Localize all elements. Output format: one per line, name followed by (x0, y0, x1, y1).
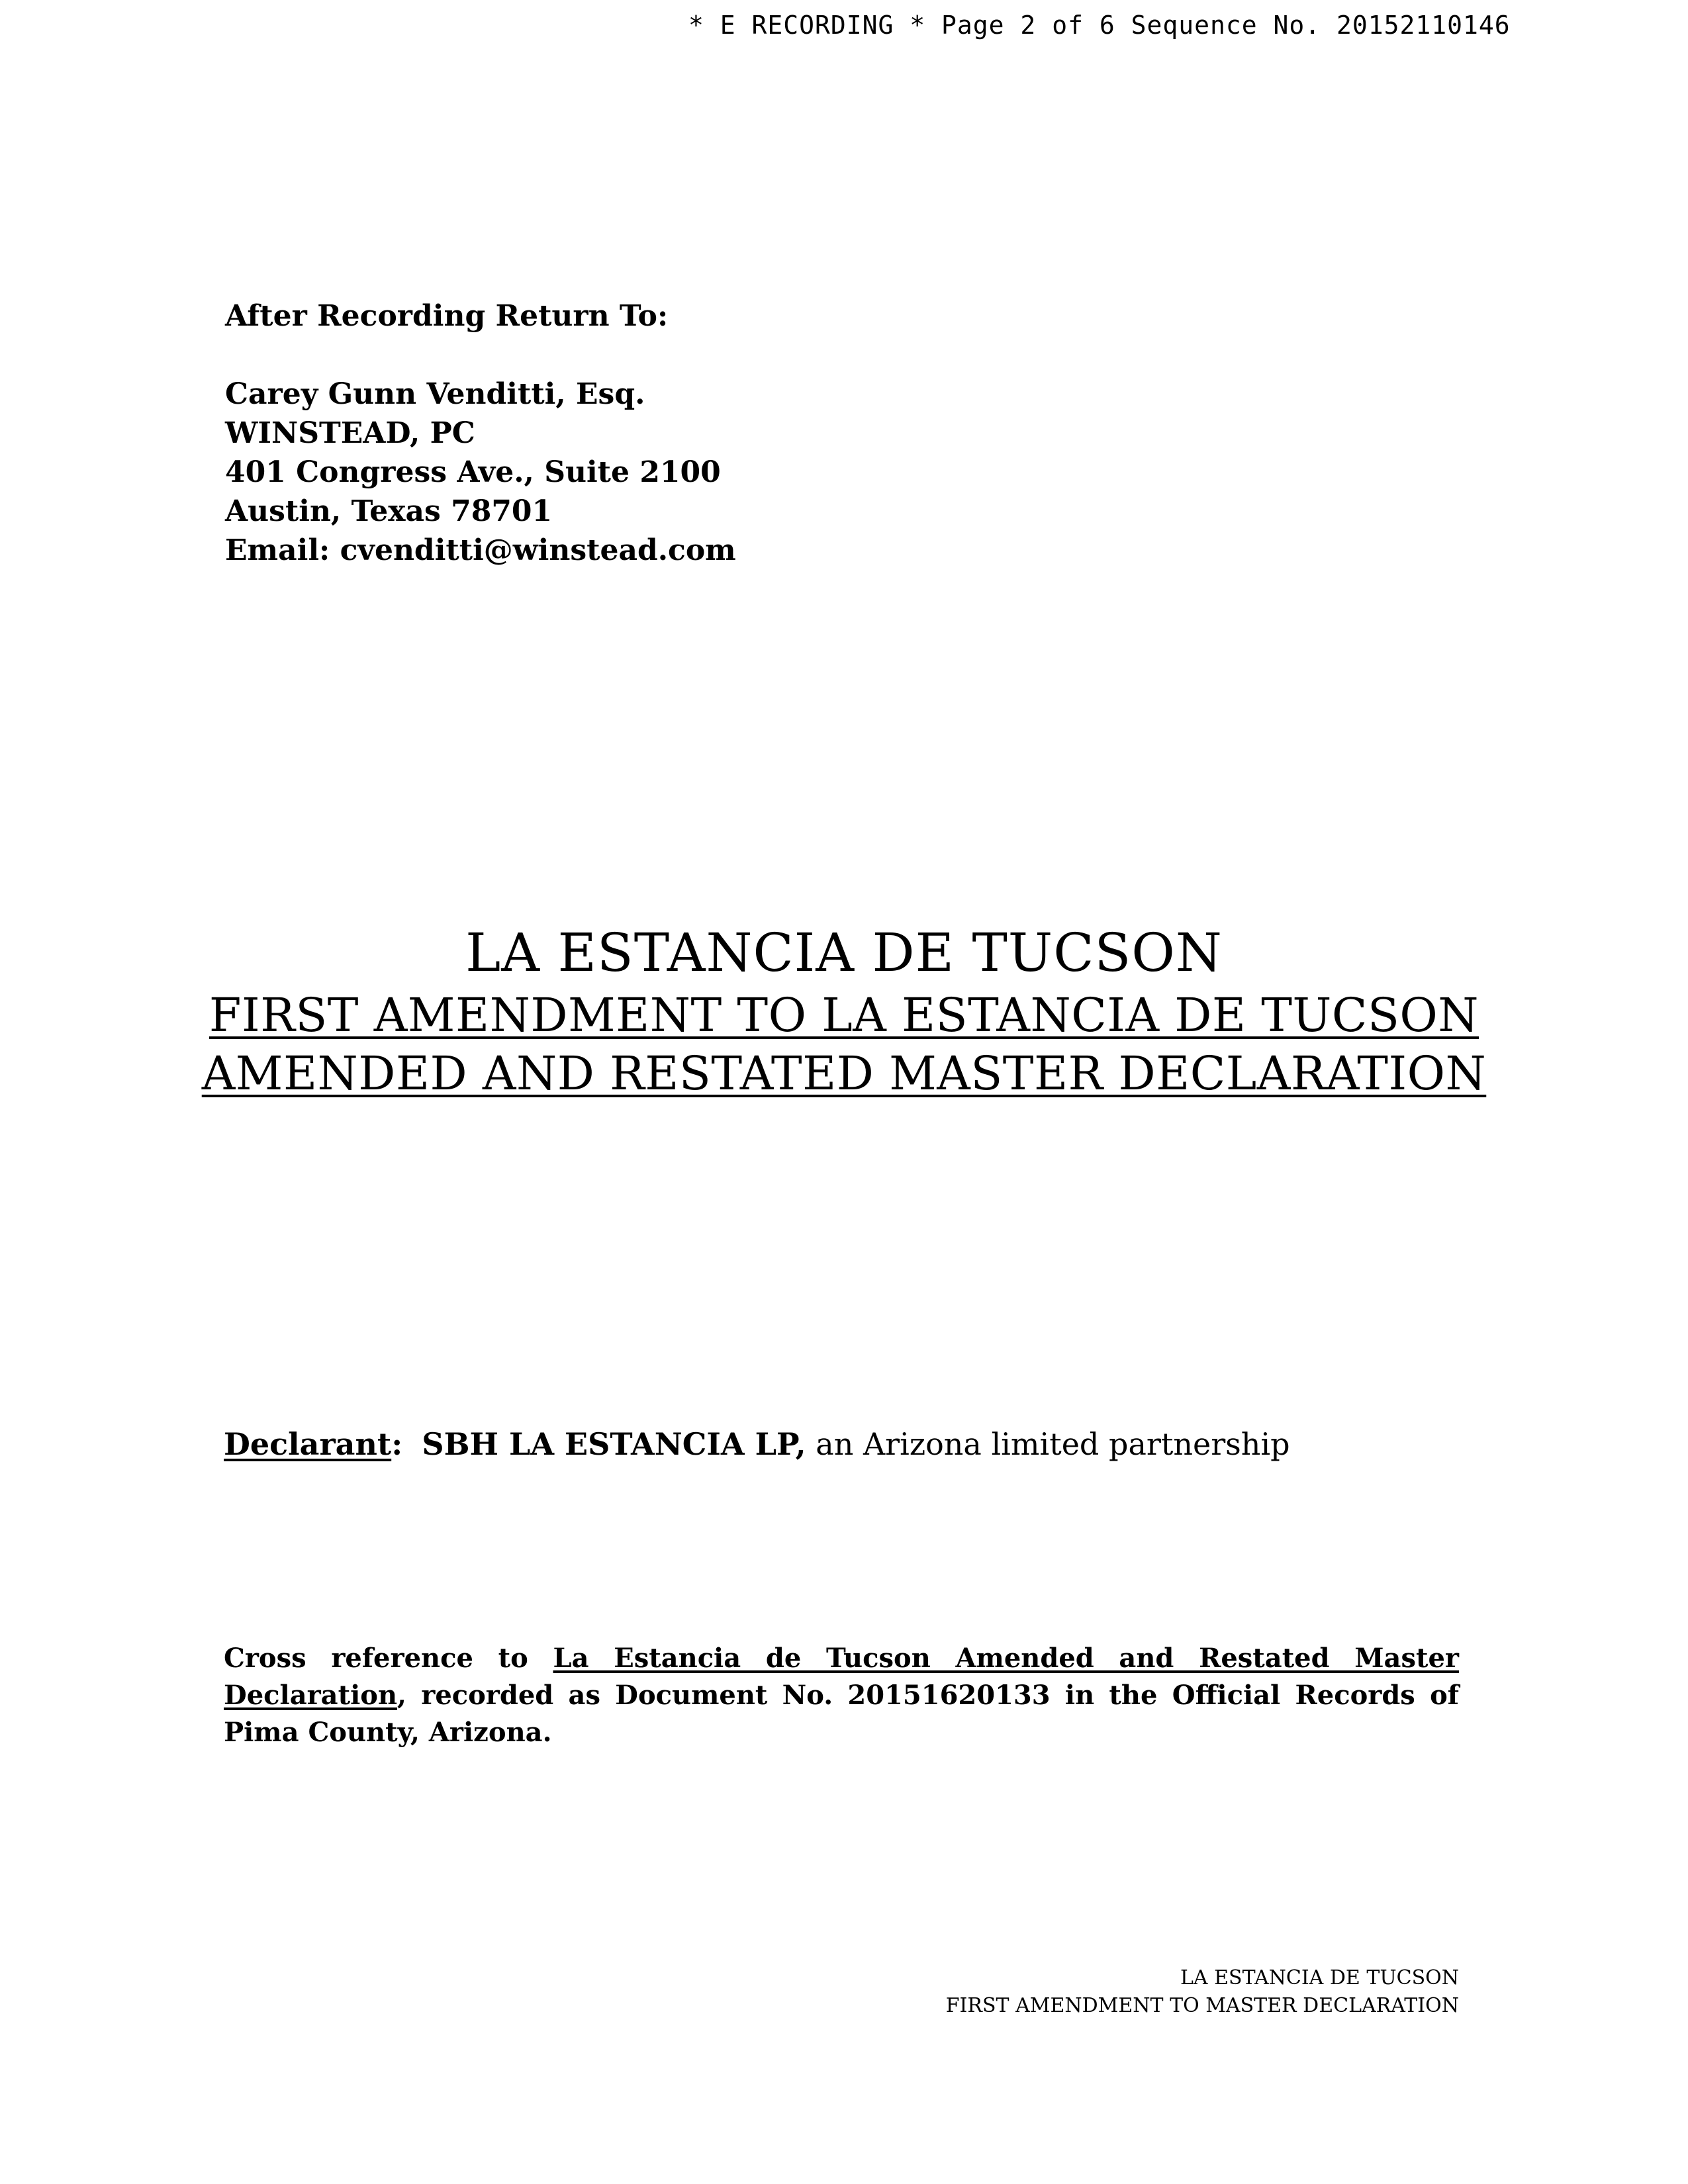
document-title: LA ESTANCIA DE TUCSON (465, 922, 1223, 983)
subtitle-line1-text: FIRST AMENDMENT TO LA ESTANCIA DE TUCSON (209, 988, 1479, 1042)
cross-reference-prefix: Cross reference to (224, 1643, 528, 1674)
return-street-address: 401 Congress Ave., Suite 2100 (225, 455, 721, 489)
recording-stamp: * E RECORDING * Page 2 of 6 Sequence No. 20152110146 (688, 11, 1511, 40)
return-attorney-name: Carey Gunn Venditti, Esq. (225, 377, 645, 411)
subtitle-line2-text: AMENDED AND RESTATED MASTER DECLARATION (201, 1046, 1487, 1101)
declarant-colon: : (391, 1426, 403, 1462)
page-footer (946, 1964, 1459, 2020)
footer-line1: LA ESTANCIA DE TUCSON (1180, 1966, 1459, 1989)
cross-reference-document-title: La Estancia de Tucson Amended and Restated Master Declaration (224, 1643, 1459, 1711)
document-subtitle-line2 (0, 1044, 1688, 1103)
declarant-description: an Arizona limited partnership (816, 1426, 1290, 1462)
declarant-name: SBH LA ESTANCIA LP, (422, 1426, 806, 1462)
declarant-label: Declarant (224, 1426, 392, 1462)
document-title-block (0, 920, 1688, 1103)
return-email: Email: cvenditti@winstead.com (225, 533, 736, 567)
return-city-state-zip: Austin, Texas 78701 (225, 494, 553, 528)
return-firm-name: WINSTEAD, PC (225, 416, 475, 450)
footer-line2: FIRST AMENDMENT TO MASTER DECLARATION (945, 1994, 1459, 2017)
declarant-line (224, 1426, 1290, 1462)
return-address-block (225, 296, 736, 570)
cross-reference-suffix: , recorded as Document No. 20151620133 in the Official Records of Pima County, Arizona. (224, 1680, 1459, 1748)
cross-reference-paragraph (224, 1640, 1459, 1751)
return-heading: After Recording Return To: (225, 299, 669, 333)
document-subtitle-line1 (0, 986, 1688, 1044)
